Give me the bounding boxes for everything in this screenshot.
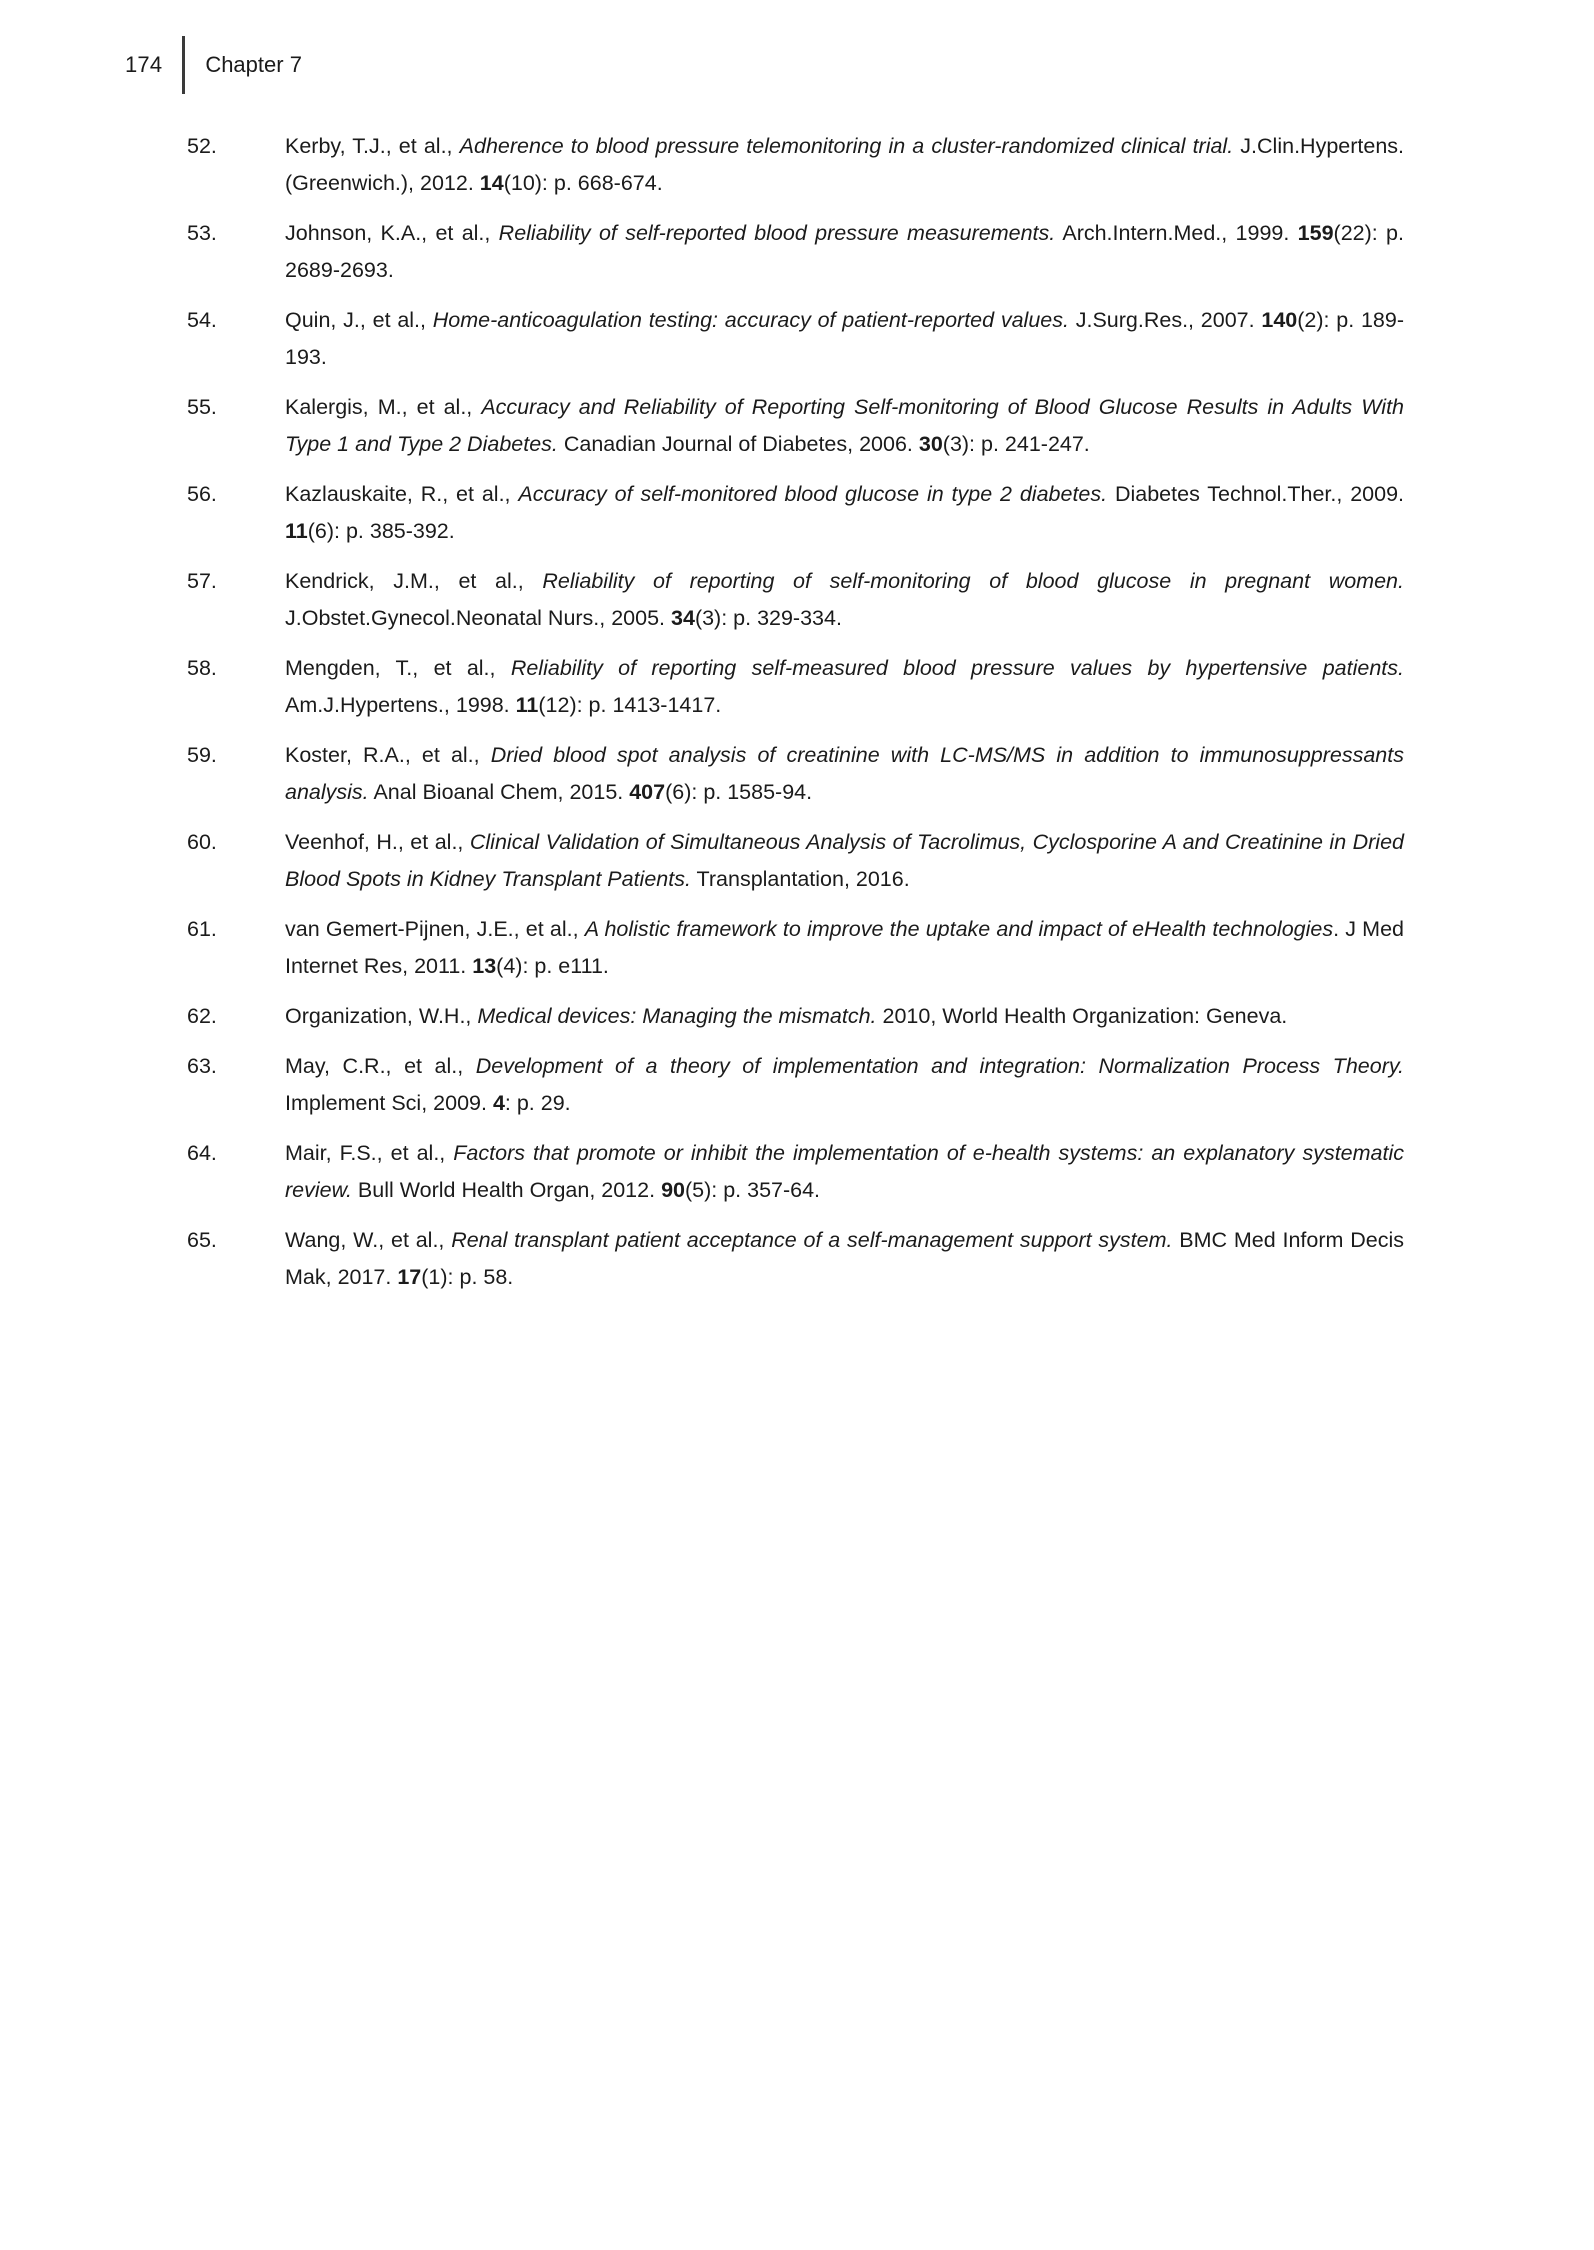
reference-item xyxy=(187,302,1404,376)
reference-number: 63. xyxy=(187,1054,217,1078)
reference-list xyxy=(187,128,1404,1309)
reference-item xyxy=(187,563,1404,637)
reference-number: 57. xyxy=(187,569,217,593)
reference-number: 59. xyxy=(187,743,217,767)
reference-text: Mair, F.S., et al., Factors that promote or inhibit the implementation of e-health systems: an explanatory systematic review. Bull World Health Organ, 2012. 90(5): p. 357-64. xyxy=(285,1141,1404,1202)
reference-item xyxy=(187,737,1404,811)
reference-item xyxy=(187,215,1404,289)
reference-text: Kendrick, J.M., et al., Reliability of reporting of self-monitoring of blood glucose in pregnant women. J.Obstet.Gynecol.Neonatal Nurs., 2005. 34(3): p. 329-334. xyxy=(285,569,1404,630)
reference-text: Wang, W., et al., Renal transplant patient acceptance of a self-management support system. BMC Med Inform Decis Mak, 2017. 17(1): p. 58. xyxy=(285,1228,1404,1289)
reference-number: 64. xyxy=(187,1141,217,1165)
reference-text: Quin, J., et al., Home-anticoagulation testing: accuracy of patient-reported values. J.Surg.Res., 2007. 140(2): p. 189-193. xyxy=(285,308,1404,369)
reference-text: Johnson, K.A., et al., Reliability of self-reported blood pressure measurements. Arch.Intern.Med., 1999. 159(22): p. 2689-2693. xyxy=(285,221,1404,282)
reference-text: van Gemert-Pijnen, J.E., et al., A holistic framework to improve the uptake and impact of eHealth technologies. J Med Internet Res, 2011. 13(4): p. e111. xyxy=(285,917,1404,978)
reference-text: Kalergis, M., et al., Accuracy and Reliability of Reporting Self-monitoring of Blood Glucose Results in Adults With Type 1 and Type 2 Diabetes. Canadian Journal of Diabetes, 2006. 30(3): p. 241-247. xyxy=(285,395,1405,456)
reference-text: Koster, R.A., et al., Dried blood spot analysis of creatinine with LC-MS/MS in addition to immunosuppressants analysis. Anal Bioanal Chem, 2015. 407(6): p. 1585-94. xyxy=(285,743,1404,804)
reference-number: 60. xyxy=(187,830,217,854)
chapter-label: Chapter 7 xyxy=(205,52,302,77)
reference-text: Kerby, T.J., et al., Adherence to blood pressure telemonitoring in a cluster-randomized clinical trial. J.Clin.Hypertens.(Greenwich.), 2012. 14(10): p. 668-674. xyxy=(285,134,1404,195)
reference-item xyxy=(187,389,1404,463)
reference-text: Veenhof, H., et al., Clinical Validation of Simultaneous Analysis of Tacrolimus, Cyclosporine A and Creatinine in Dried Blood Spots in Kidney Transplant Patients. Transplantation, 2016. xyxy=(285,830,1404,891)
reference-number: 62. xyxy=(187,1004,217,1028)
reference-number: 53. xyxy=(187,221,217,245)
reference-item xyxy=(187,476,1404,550)
reference-item xyxy=(187,911,1404,985)
reference-number: 55. xyxy=(187,395,217,419)
reference-number: 56. xyxy=(187,482,217,506)
reference-number: 61. xyxy=(187,917,217,941)
page-header xyxy=(125,36,302,94)
reference-text: May, C.R., et al., Development of a theory of implementation and integration: Normalization Process Theory. Implement Sci, 2009. 4: p. 29. xyxy=(285,1054,1404,1115)
reference-number: 65. xyxy=(187,1228,217,1252)
reference-item xyxy=(187,1222,1404,1296)
reference-number: 52. xyxy=(187,134,217,158)
reference-number: 54. xyxy=(187,308,217,332)
reference-item xyxy=(187,1135,1404,1209)
reference-text: Mengden, T., et al., Reliability of reporting self-measured blood pressure values by hypertensive patients. Am.J.Hypertens., 1998. 11(12): p. 1413-1417. xyxy=(285,656,1404,717)
reference-item xyxy=(187,128,1404,202)
reference-number: 58. xyxy=(187,656,217,680)
reference-text: Kazlauskaite, R., et al., Accuracy of self-monitored blood glucose in type 2 diabetes. Diabetes Technol.Ther., 2009. 11(6): p. 385-392. xyxy=(285,482,1404,543)
reference-item xyxy=(187,1048,1404,1122)
reference-item xyxy=(187,824,1404,898)
reference-text: Organization, W.H., Medical devices: Managing the mismatch. 2010, World Health Organization: Geneva. xyxy=(285,1004,1288,1028)
reference-item xyxy=(187,998,1404,1035)
reference-item xyxy=(187,650,1404,724)
page-number: 174 xyxy=(125,52,163,77)
